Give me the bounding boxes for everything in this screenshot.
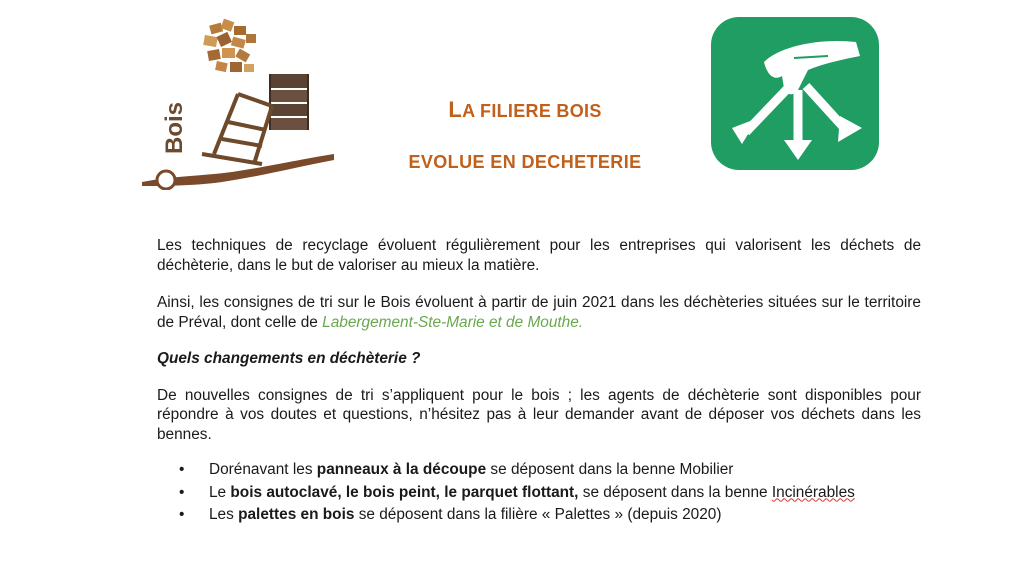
bullet-icon: • [179, 483, 185, 501]
list-item: • Les palettes en bois se déposent dans la filière « Palettes » (depuis 2020) [179, 506, 722, 523]
crates-icon [270, 74, 308, 130]
instructions-paragraph: De nouvelles consignes de tri s’appliquent pour le bois ; les agents de déchèterie sont disponibles pour répondre à vos doutes et questions, n’hésitez pas à leur demander avant de déposer vos déchets dans les bennes. [157, 386, 921, 443]
intro-paragraph: Les techniques de recyclage évoluent régulièrement pour les entreprises qui valorisent les déchets de déchèterie, dans le but de valoriser au mieux la matière. [157, 237, 921, 274]
bullet-icon: • [179, 461, 185, 478]
location-highlight: Labergement-Ste-Marie et de Mouthe. [322, 313, 584, 331]
article-body [157, 236, 921, 528]
page-subtitle: EVOLUE EN DECHETERIE [408, 152, 642, 172]
section-question: Quels changements en déchèterie ? [157, 350, 421, 367]
bois-logo-label: Bois [161, 101, 188, 154]
spellcheck-word: Incinérables [771, 483, 855, 501]
wood-chips-icon [203, 19, 256, 73]
bullet-icon: • [179, 506, 185, 523]
pallet-icon [202, 94, 272, 164]
bois-logo [142, 14, 336, 190]
list-item: • Le bois autoclavé, le bois peint, le parquet flottant, se déposent dans la benne Incinérables [179, 483, 855, 501]
page-title: LA FILIERE BOIS [448, 97, 602, 122]
swoosh-dot [157, 171, 175, 189]
changes-list [179, 460, 921, 525]
schedule-paragraph: Ainsi, les consignes de tri sur le Bois évoluent à partir de juin 2021 dans les déchèteries situées sur le territoire de Préval, dont celle de Labergement-Ste-Marie et de Mouthe. [157, 294, 921, 331]
sorting-hand-icon [710, 16, 880, 171]
list-item: • Dorénavant les panneaux à la découpe se déposent dans la benne Mobilier [179, 461, 734, 478]
